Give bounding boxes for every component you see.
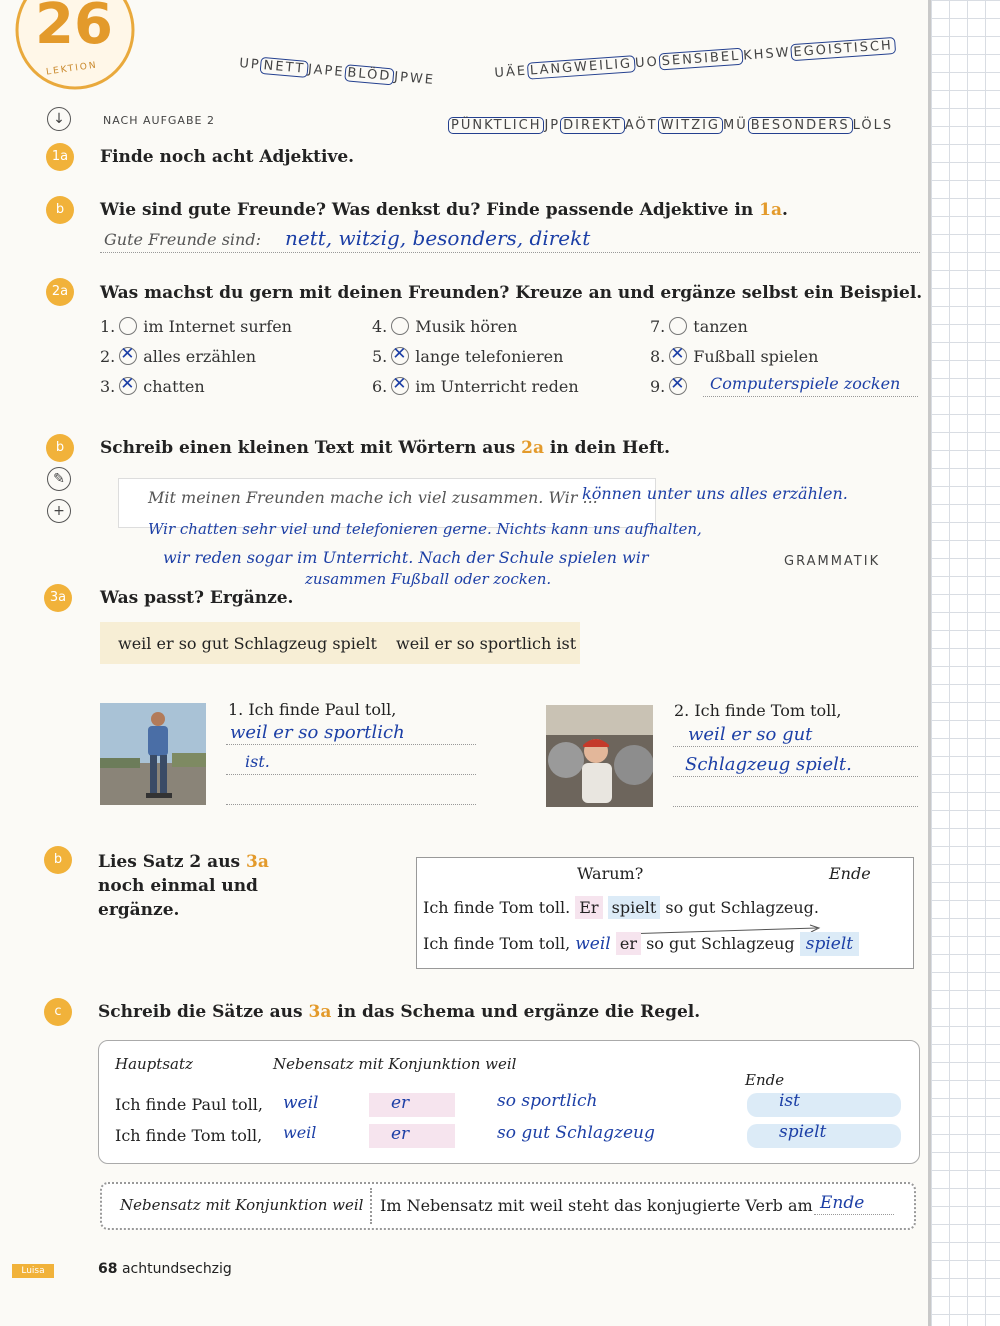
option-2: weil er so sportlich ist xyxy=(396,634,577,653)
warum-row-2: Ich finde Tom toll, weil er so gut Schlagzeug spielt xyxy=(423,934,859,954)
schema-er-cell xyxy=(369,1093,455,1117)
rule-text: Im Nebensatz mit weil steht das konjugierte Verb am xyxy=(380,1196,813,1215)
item9-answer[interactable]: Computerspiele zocken xyxy=(710,374,901,393)
badge-1b: b xyxy=(46,196,74,224)
list-item[interactable]: 5.✕ lange telefonieren xyxy=(372,347,563,367)
nach-aufgabe: NACH AUFGABE 2 xyxy=(103,114,215,127)
answer-2-line-2[interactable]: Schlagzeug spielt. xyxy=(685,754,852,775)
checkbox[interactable] xyxy=(391,377,409,395)
checkbox[interactable] xyxy=(669,317,687,335)
task-2b-title: Schreib einen kleinen Text mit Wörtern aus 2a in dein Heft. xyxy=(100,438,671,458)
schema-row-2-mid[interactable]: so gut Schlagzeug xyxy=(497,1123,655,1143)
puzzle-line-1b: PÜNKTLICH JP DIREKT AÖT WITZIG MÜ BESONDERS LÖLS xyxy=(448,118,893,133)
col-nebensatz: Nebensatz mit Konjunktion weil xyxy=(273,1055,517,1073)
puzzle-line-1: UP NETT JAPE BLÖD JPWE xyxy=(238,56,436,89)
notebook-grid-edge xyxy=(928,0,1000,1326)
warum-row-1: Ich finde Tom toll. Er spielt so gut Schlagzeug. xyxy=(423,898,820,917)
list-item[interactable]: 3.✕ chatten xyxy=(100,377,205,397)
answer-line xyxy=(814,1214,894,1215)
answer-1-line-1[interactable]: weil er so sportlich xyxy=(230,722,405,743)
sentence-2: 2. Ich finde Tom toll, xyxy=(674,701,842,720)
schema-ende-cell xyxy=(747,1093,901,1117)
col-hauptsatz: Hauptsatz xyxy=(115,1055,193,1073)
options-box xyxy=(100,622,580,664)
footer-tag: Luisa xyxy=(12,1264,54,1278)
download-icon: ↓ xyxy=(47,107,71,131)
rule-box xyxy=(100,1182,916,1230)
schema-row-2-ende[interactable]: spielt xyxy=(779,1122,827,1142)
checkbox[interactable] xyxy=(669,347,687,365)
example-text: Mit meinen Freunden mache ich viel zusammen. Wir ... xyxy=(148,488,598,507)
photo-tom xyxy=(546,705,653,807)
rule-label: Nebensatz mit Konjunktion weil xyxy=(120,1196,364,1214)
option-1: weil er so gut Schlagzeug spielt xyxy=(118,634,377,653)
checkbox[interactable] xyxy=(669,377,687,395)
schema-row-1-mid[interactable]: so sportlich xyxy=(497,1091,598,1111)
text-line-4[interactable]: zusammen Fußball oder zocken. xyxy=(305,570,552,588)
answer-line xyxy=(226,774,476,775)
text-line-2[interactable]: Wir chatten sehr viel und telefonieren gerne. Nichts kann uns aufhalten, xyxy=(148,520,702,538)
answer-2-line-1[interactable]: weil er so gut xyxy=(688,724,813,745)
badge-3b: b xyxy=(44,846,72,874)
checkbox[interactable] xyxy=(119,377,137,395)
puzzle-line-2: UÄE LANGWEILIG UO SENSIBEL KHSW EGOISTISCH xyxy=(494,38,896,81)
task-3c-title: Schreib die Sätze aus 3a in das Schema und ergänze die Regel. xyxy=(98,1002,701,1022)
grammatik-label: GRAMMATIK xyxy=(784,554,881,569)
schema-row-1-er[interactable]: er xyxy=(391,1093,410,1113)
schema-box xyxy=(98,1040,920,1164)
answer-line xyxy=(673,806,918,807)
rule-divider xyxy=(370,1188,373,1224)
checkbox[interactable] xyxy=(119,317,137,335)
list-item[interactable]: 6.✕ im Unterricht reden xyxy=(372,377,579,397)
friends-prompt: Gute Freunde sind: xyxy=(104,230,261,249)
schema-er-cell xyxy=(369,1124,455,1148)
lesson-number: 26 xyxy=(35,0,113,57)
checkbox[interactable] xyxy=(119,347,137,365)
ende-header: Ende xyxy=(829,864,871,883)
friends-answer[interactable]: nett, witzig, besonders, direkt xyxy=(285,226,591,250)
plus-icon: + xyxy=(47,499,71,523)
sentence-1: 1. Ich finde Paul toll, xyxy=(228,700,397,719)
schema-row-2-weil[interactable]: weil xyxy=(283,1123,317,1142)
warum-header: Warum? xyxy=(577,864,644,883)
answer-line xyxy=(100,252,920,253)
schema-row-2-er[interactable]: er xyxy=(391,1124,410,1144)
text-line-3[interactable]: wir reden sogar im Unterricht. Nach der Schule spielen wir xyxy=(163,548,649,567)
list-item[interactable]: 2.✕ alles erzählen xyxy=(100,347,256,367)
list-item[interactable]: 1. im Internet surfen xyxy=(100,317,292,336)
schema-row-2-main: Ich finde Tom toll, xyxy=(115,1126,263,1145)
task-3b-title: Lies Satz 2 aus 3a noch einmal und ergänze. xyxy=(98,852,269,920)
page-number: 68 achtundsechzig xyxy=(98,1261,232,1277)
schema-row-1-ende[interactable]: ist xyxy=(779,1091,800,1111)
list-item[interactable]: 8.✕ Fußball spielen xyxy=(650,347,818,367)
task-3a-title: Was passt? Ergänze. xyxy=(100,588,294,608)
answer-line xyxy=(703,396,918,397)
photo-paul xyxy=(100,703,206,805)
answer-line xyxy=(673,776,918,777)
warum-table xyxy=(416,857,914,969)
list-item[interactable]: 9.✕ xyxy=(650,377,693,397)
lesson-label: LEKTION xyxy=(45,60,99,78)
checkbox[interactable] xyxy=(391,317,409,335)
badge-3a: 3a xyxy=(44,584,72,612)
answer-line xyxy=(226,804,476,805)
task-1a-title: Finde noch acht Adjektive. xyxy=(100,147,355,167)
task-1b-title: Wie sind gute Freunde? Was denkst du? Finde passende Adjektive in 1a. xyxy=(100,200,788,220)
col-ende: Ende xyxy=(745,1071,785,1089)
answer-line xyxy=(226,744,476,745)
schema-row-1-weil[interactable]: weil xyxy=(283,1093,319,1113)
answer-line xyxy=(673,746,918,747)
list-item[interactable]: 7. tanzen xyxy=(650,317,748,336)
answer-1-line-2[interactable]: ist. xyxy=(245,752,270,771)
checkbox[interactable] xyxy=(391,347,409,365)
task-2a-title: Was machst du gern mit deinen Freunden? Kreuze an und ergänze selbst ein Beispiel. xyxy=(100,283,923,303)
badge-3c: c xyxy=(44,998,72,1026)
badge-1a: 1a xyxy=(46,143,74,171)
notebook-icon: ✎ xyxy=(47,467,71,491)
badge-2a: 2a xyxy=(46,278,74,306)
list-item[interactable]: 4. Musik hören xyxy=(372,317,518,336)
badge-2b: b xyxy=(46,434,74,462)
rule-answer[interactable]: Ende xyxy=(820,1193,865,1213)
schema-row-1-main: Ich finde Paul toll, xyxy=(115,1095,263,1114)
text-line-1[interactable]: können unter uns alles erzählen. xyxy=(582,484,848,503)
